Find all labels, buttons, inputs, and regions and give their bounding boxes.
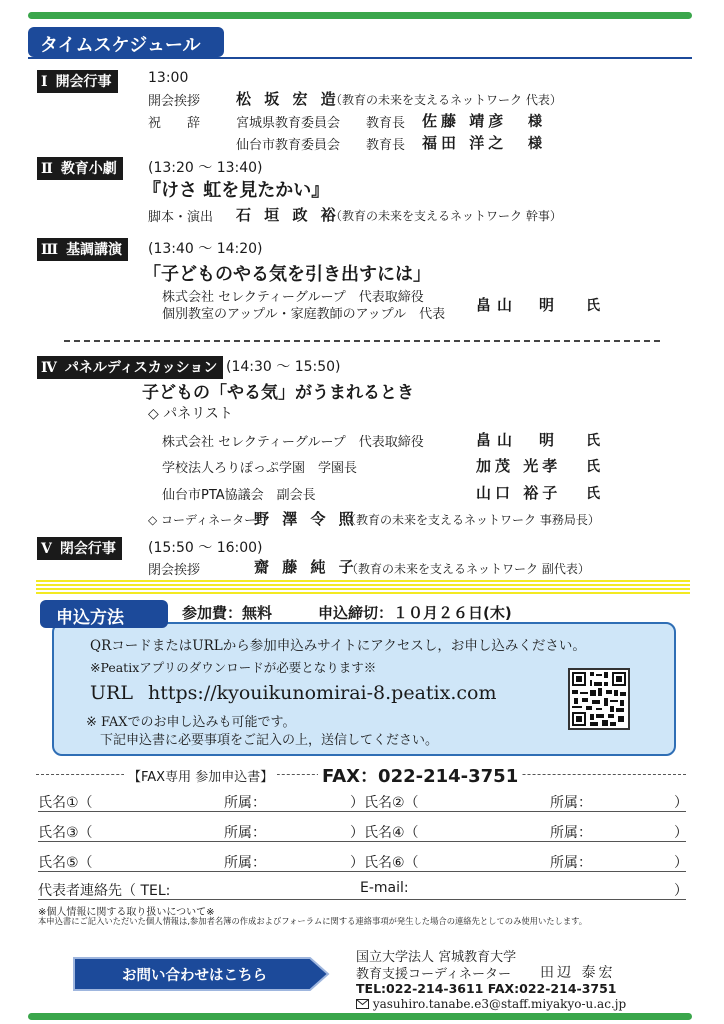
closing-org: （教育の未来を支えるネットワーク 副代表）	[346, 562, 590, 576]
coordinator-org: （教育の未来を支えるネットワーク 事務局長）	[344, 513, 600, 527]
apply-url-label: URL	[90, 682, 133, 704]
lecturer-org-1: 株式会社 セレクティーグループ 代表取締役	[162, 290, 424, 305]
section-1-time: 13:00	[148, 70, 189, 86]
panelist-1-name: 畠山 明	[476, 431, 561, 449]
contact-org-2: 教育支援コーディネーター	[356, 967, 511, 982]
affil-field-3-label: 所属：	[224, 825, 266, 841]
apply-peatix-note: ※Peatixアプリのダウンロードが必要となります※	[90, 660, 377, 675]
bottom-green-bar	[28, 1013, 692, 1020]
guest2-org: 仙台市教育委員会	[236, 138, 341, 153]
privacy-heading: ※個人情報に関する取り扱いについて※	[38, 907, 215, 918]
affil-field-2-label: 所属：	[550, 795, 592, 811]
opening-name: 松 坂 宏 造	[236, 90, 340, 108]
panelist-1-honorific: 氏	[586, 433, 600, 449]
affil-field-6-label: 所属：	[550, 855, 592, 871]
lecture-title: 「子どものやる気を引き出すには」	[143, 264, 431, 285]
name-field-5-label: 氏名⑤（	[38, 855, 93, 871]
closing-name: 齋 藤 純 子	[254, 558, 358, 576]
schedule-title-rule	[28, 57, 692, 59]
congrats-role: 祝 辞	[148, 116, 201, 131]
yellow-stripe-divider	[36, 580, 690, 596]
section-5-time: (15:50 ～ 16:00)	[148, 540, 263, 556]
fax-form-heading: 【FAX専用 参加申込書】	[124, 766, 277, 785]
contact-button[interactable]	[72, 956, 330, 992]
form-row-contact	[38, 878, 686, 900]
form-row-3	[38, 850, 686, 872]
lecturer-name: 畠山 明	[476, 296, 561, 314]
contact-email: yasuhiro.tanabe.e3@staff.miyakyo-u.ac.jp	[372, 997, 627, 1011]
affil-field-4-close: ）	[674, 825, 688, 841]
coordinator-label: ◇ コーディネーター	[148, 513, 257, 527]
privacy-text: 本申込書にご記入いただいた個人情報は,参加者名簿の作成およびフォーラムに関する連絡事項が発生した場合の連絡先としてのみ使用いたします。	[38, 916, 588, 926]
opening-role: 開会挨拶	[148, 94, 201, 109]
name-field-4-label: 氏名④（	[364, 825, 419, 841]
guest2-honorific: 様	[528, 136, 542, 152]
guest2-title: 教育長	[366, 138, 406, 153]
apply-url-link[interactable]: https://kyouikunomirai-8.peatix.com	[148, 682, 497, 704]
affil-field-2-close: ）	[674, 795, 688, 811]
affil-field-5-label: 所属：	[224, 855, 266, 871]
panelist-3-honorific: 氏	[586, 486, 600, 502]
closing-role: 閉会挨拶	[148, 563, 201, 578]
panelist-heading: ◇ パネリスト	[148, 406, 233, 422]
contact-button-label: お問い合わせはこちら	[122, 968, 267, 984]
section-2-label: Ⅱ 教育小劇	[37, 157, 123, 180]
section-4-label: Ⅳ パネルディスカッション	[37, 356, 223, 379]
panelist-2-honorific: 氏	[586, 459, 600, 475]
name-field-1-label: 氏名①（	[38, 795, 93, 811]
guest1-org: 宮城県教育委員会	[236, 116, 341, 131]
apply-fax-note-2: 下記申込書に必要事項をご記入の上，送信してください。	[100, 733, 439, 748]
coordinator-name: 野 澤 令 照	[254, 510, 358, 528]
affil-field-5-close: ）	[350, 855, 364, 871]
envelope-icon	[356, 999, 369, 1009]
opening-org: （教育の未来を支えるネットワーク 代表）	[330, 93, 562, 107]
qr-code[interactable]	[568, 668, 630, 730]
guest2-name: 福田 洋之	[422, 134, 508, 152]
section-5-label: Ⅴ 閉会行事	[37, 537, 122, 560]
section-3-time: (13:40 ～ 14:20)	[148, 241, 263, 257]
name-field-6-label: 氏名⑥（	[364, 855, 419, 871]
schedule-title: タイムスケジュール	[28, 27, 224, 57]
top-green-bar	[28, 12, 692, 19]
apply-deadline: 申込締切：１０月２６日(木)	[318, 604, 512, 622]
guest1-title: 教育長	[366, 116, 406, 131]
contact-phones: TEL:022-214-3611 FAX:022-214-3751	[356, 981, 617, 996]
panelist-3-name: 山口 裕子	[476, 484, 562, 502]
panelist-1-org: 株式会社 セレクティーグループ 代表取締役	[162, 435, 424, 450]
affil-field-3-close: ）	[350, 825, 364, 841]
section-4-time: (14:30 ～ 15:50)	[226, 359, 341, 375]
apply-instruction: QRコードまたはURLから参加申込みサイトにアクセスし，お申し込みください。	[90, 638, 586, 654]
rep-contact-tel-label: 代表者連絡先（ TEL:	[38, 883, 171, 899]
section-2-time: (13:20 ～ 13:40)	[148, 160, 263, 176]
affil-field-6-close: ）	[674, 855, 688, 871]
contact-org-1: 国立大学法人 宮城教育大学	[356, 950, 517, 965]
break-divider	[64, 340, 660, 342]
panelist-2-name: 加茂 光孝	[476, 457, 562, 475]
fax-number: FAX：022-214-3751	[318, 762, 522, 788]
affil-field-4-label: 所属：	[550, 825, 592, 841]
play-director-name: 石 垣 政 裕	[236, 206, 340, 224]
apply-fax-note-1: ※ FAXでのお申し込みも可能です。	[86, 715, 296, 730]
panelist-2-org: 学校法人ろりぽっぷ学園 学園長	[162, 461, 358, 476]
section-3-label: Ⅲ 基調講演	[37, 238, 128, 261]
play-title: 『けさ 虹を見たかい』	[143, 180, 330, 201]
contact-person: 田辺 泰宏	[540, 965, 616, 981]
qr-code-icon	[570, 670, 628, 728]
affil-field-1-close: ）	[350, 795, 364, 811]
panelist-3-org: 仙台市PTA協議会 副会長	[162, 488, 316, 503]
section-1-label: Ⅰ 開会行事	[37, 70, 118, 93]
form-row-2	[38, 820, 686, 842]
name-field-2-label: 氏名②（	[364, 795, 419, 811]
panel-title: 子どもの「やる気」がうまれるとき	[142, 383, 414, 403]
apply-title: 申込方法	[40, 600, 168, 628]
name-field-3-label: 氏名③（	[38, 825, 93, 841]
rep-contact-close: ）	[674, 883, 688, 899]
guest1-name: 佐藤 靖彦	[422, 112, 508, 130]
contact-email-row[interactable]	[356, 997, 626, 1011]
guest1-honorific: 様	[528, 114, 542, 130]
lecturer-honorific: 氏	[586, 298, 600, 314]
lecturer-org-2: 個別教室のアップル・家庭教師のアップル 代表	[162, 307, 446, 322]
play-role: 脚本・演出	[148, 210, 214, 225]
form-row-1	[38, 790, 686, 812]
rep-contact-email-label: E-mail:	[360, 880, 409, 896]
apply-fee: 参加費：無料	[182, 604, 273, 622]
affil-field-1-label: 所属：	[224, 795, 266, 811]
play-director-org: （教育の未来を支えるネットワーク 幹事）	[330, 209, 562, 223]
